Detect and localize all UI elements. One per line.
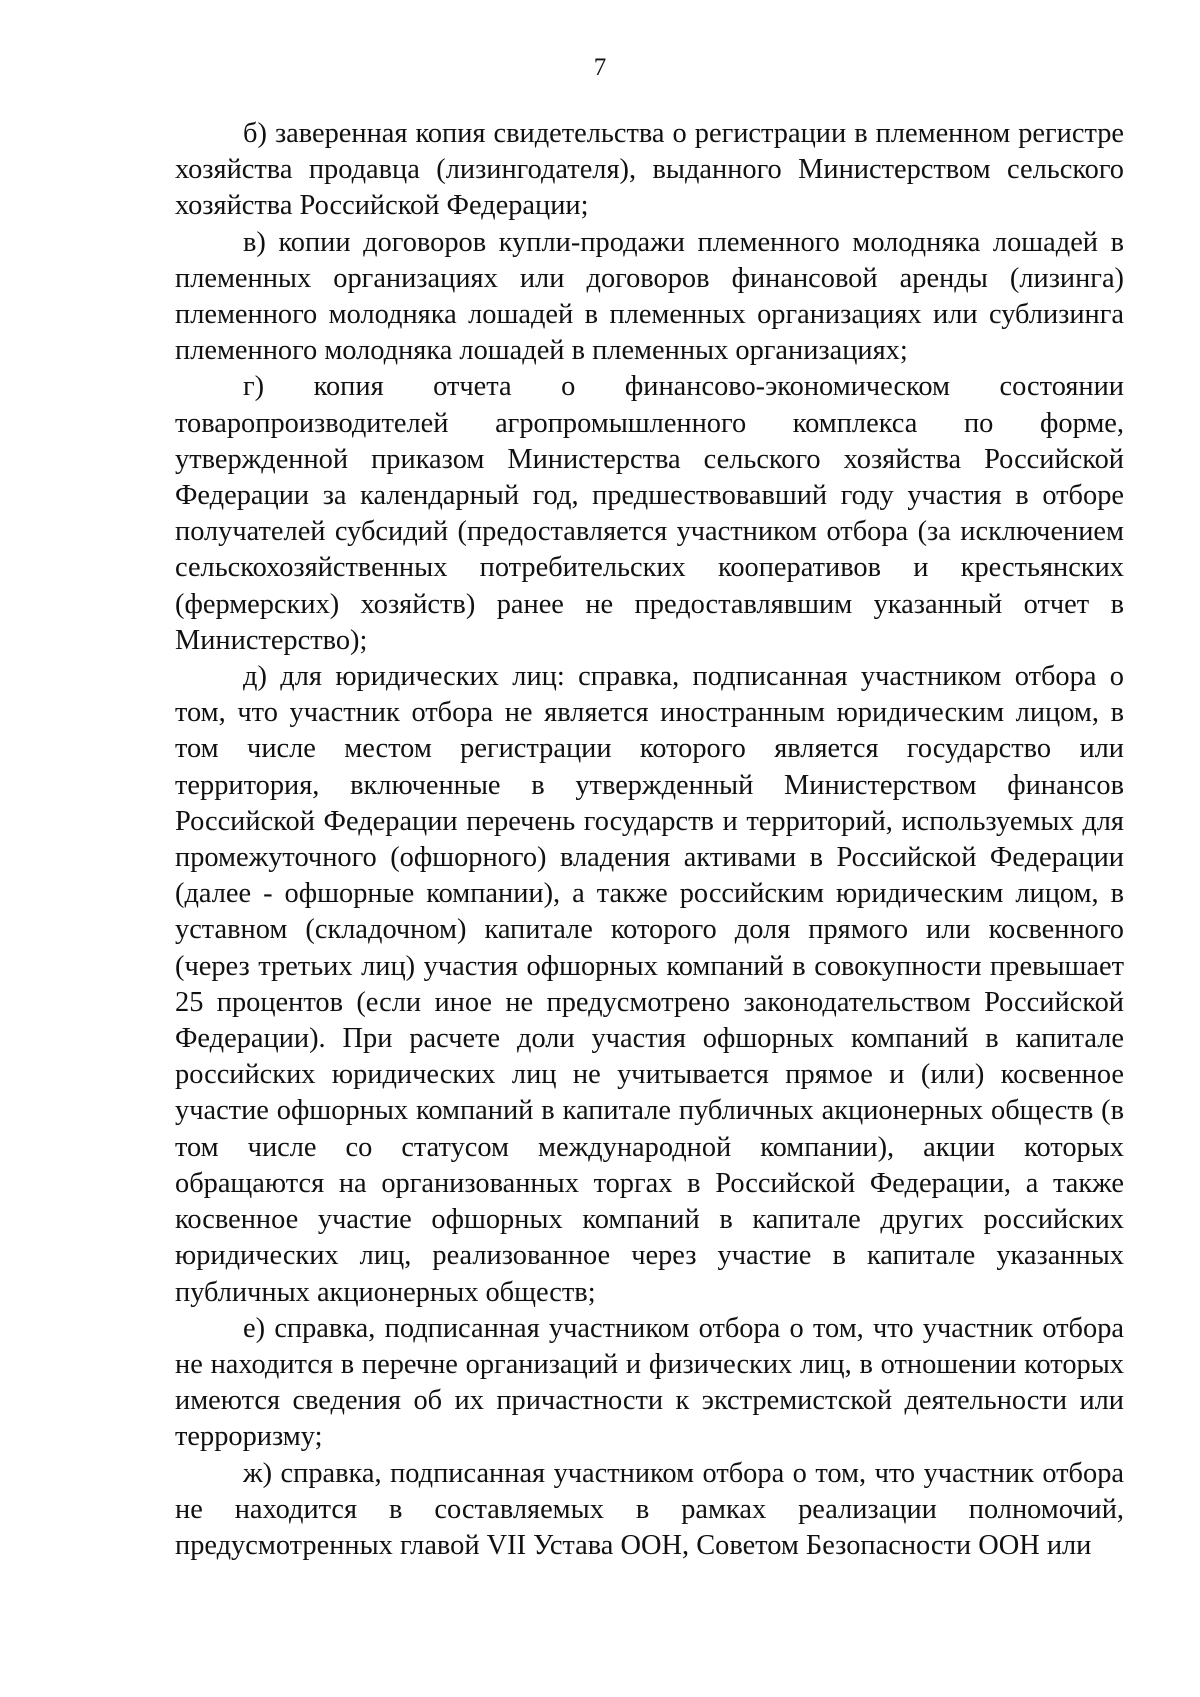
- paragraph-g: г) копия отчета о финансово-экономическом состоянии товаропроизводителей агропромышленного комплекса по форме, утвержденной приказом Министерства сельского хозяйства Российской Федерации за календарный год, предшествовавший году участия в отборе получателей субсидий (предоставляется участником отбора (за исключением сельскохозяйственных потребительских кооперативов и крестьянских (фермерских) хозяйств) ранее не предоставлявшим указанный отчет в Министерство);: [175, 371, 1124, 656]
- document-body: [175, 116, 1124, 1564]
- paragraph-b: б) заверенная копия свидетельства о регистрации в племенном регистре хозяйства продавца (лизингодателя), выданного Министерством сельского хозяйства Российской Федерации;: [175, 118, 1124, 222]
- page-number: 7: [593, 54, 607, 81]
- paragraph-zh: ж) справка, подписанная участником отбора о том, что участник отбора не находится в составляемых в рамках реализации полномочий, предусмотренных главой VII Устава ООН, Советом Безопасности ООН или: [175, 1457, 1124, 1561]
- paragraph-e: е) справка, подписанная участником отбора о том, что участник отбора не находится в перечне организаций и физических лиц, в отношении которых имеются сведения об их причастности к экстремистской деятельности или терроризму;: [175, 1312, 1124, 1453]
- paragraph-d: д) для юридических лиц: справка, подписанная участником отбора о том, что участник отбора не является иностранным юридическим лицом, в том числе местом регистрации которого является государство или территория, включенные в утвержденный Министерством финансов Российской Федерации перечень государств и территорий, используемых для промежуточного (офшорного) владения активами в Российской Федерации (далее - офшорные компании), а также российским юридическим лицом, в уставном (складочном) капитале которого доля прямого или косвенного (через третьих лиц) участия офшорных компаний в совокупности превышает 25 процентов (если иное не предусмотрено законодательством Российской Федерации). При расчете доли участия офшорных компаний в капитале российских юридических лиц не учитывается прямое и (или) косвенное участие офшорных компаний в капитале публичных акционерных обществ (в том числе со статусом международной компании), акции которых обращаются на организованных торгах в Российской Федерации, а также косвенное участие офшорных компаний в капитале других российских юридических лиц, реализованное через участие в капитале указанных публичных акционерных обществ;: [175, 661, 1124, 1308]
- paragraph-v: в) копии договоров купли-продажи племенного молодняка лошадей в племенных организациях или договоров финансовой аренды (лизинга) племенного молодняка лошадей в племенных организациях или сублизинга племенного молодняка лошадей в племенных организациях;: [175, 226, 1124, 367]
